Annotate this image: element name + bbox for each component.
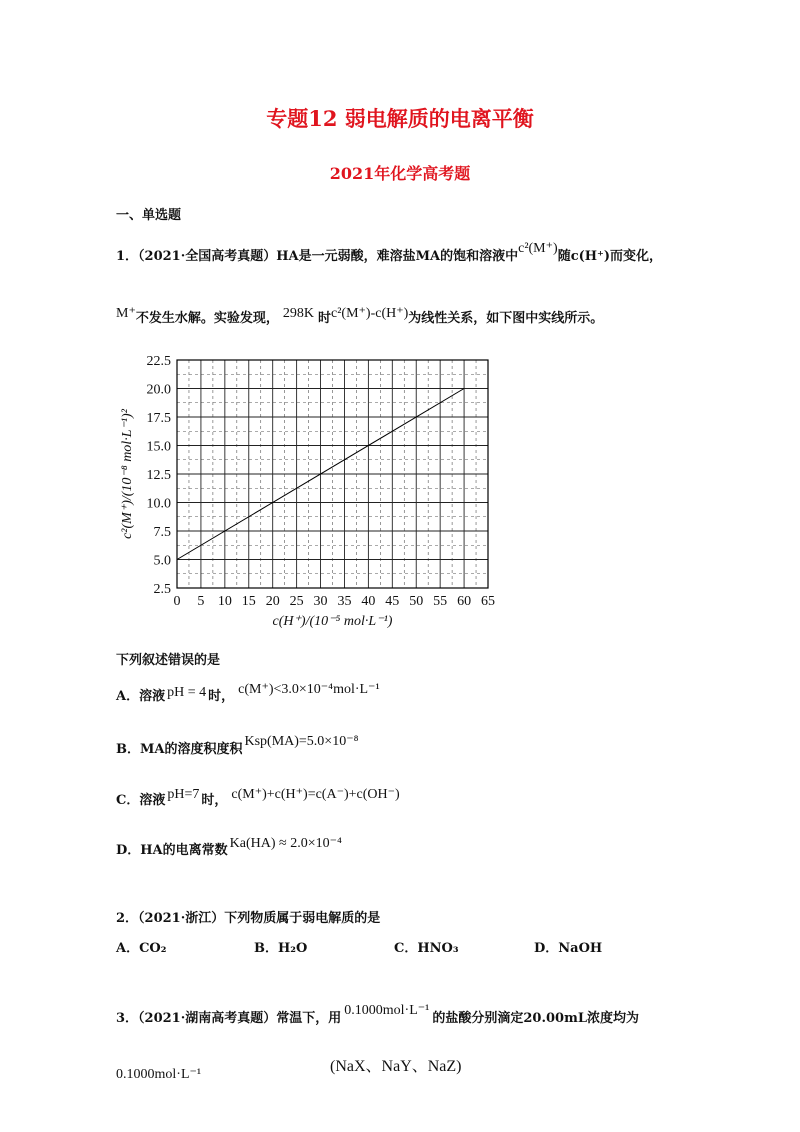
option-d-text: D．HA的电离常数 [116, 843, 228, 858]
x-tick-label: 55 [433, 594, 448, 609]
q3-line2-group [330, 1058, 462, 1077]
option-c-text: C．溶液 [116, 793, 166, 808]
q3-line2-math2: (NaX、NaY、NaZ) [330, 1058, 462, 1075]
x-tick-label: 5 [197, 594, 205, 609]
x-tick-label: 60 [457, 594, 472, 609]
option-c-math2: c(M⁺)+c(H⁺)=c(A⁻)+c(OH⁻) [231, 787, 400, 802]
option-b-text: B．MA的溶度积度积 [116, 742, 243, 757]
q3-stem-text-b: 的盐酸分别滴定20.00mL浓度均为 [432, 1011, 639, 1026]
y-axis-label: c²(M⁺)/(10⁻⁸ mol·L⁻¹)² [120, 409, 135, 539]
option-a-text: A．溶液 [116, 689, 166, 704]
q3-stem-text-a: 3．（2021·湖南高考真题）常温下，用 [116, 1011, 342, 1026]
y-tick-label: 17.5 [146, 411, 171, 426]
x-tick-label: 20 [265, 594, 280, 609]
q1-prompt: 下列叙述错误的是 [116, 653, 221, 668]
q1-line2 [116, 306, 604, 328]
q1-line2-math3: c²(M⁺)-c(H⁺) [331, 306, 409, 321]
q3-line2 [116, 1066, 201, 1084]
y-tick-label: 20.0 [146, 382, 171, 398]
option-c-math1: pH=7 [167, 787, 200, 802]
q1-line2-math2: 298K [282, 306, 314, 321]
q1-line2-math1: M⁺ [116, 306, 136, 321]
q1-line1-text-b: 随c(H⁺)而变化， [557, 249, 663, 264]
x-tick-label: 35 [337, 594, 352, 609]
q2-options [116, 940, 602, 958]
option-b-math: Ksp(MA)=5.0×10⁻⁸ [244, 734, 359, 749]
q1-option-b [116, 734, 359, 759]
q1-line1-math: c²(M⁺) [518, 241, 558, 256]
option-a-math2: c(M⁺)<3.0×10⁻⁴mol·L⁻¹ [238, 682, 380, 697]
x-tick-label: 40 [361, 594, 376, 609]
y-tick-label: 10.0 [146, 496, 171, 512]
q1-line2-text-c: 为线性关系，如下图中实线所示。 [408, 311, 604, 326]
q2-stem: 2．（2021·浙江）下列物质属于弱电解质的是 [116, 911, 381, 926]
q1-line2-text-a: 不发生水解。实验发现， [135, 311, 279, 326]
y-tick-label: 22.5 [146, 354, 171, 369]
y-tick-label: 5.0 [153, 553, 171, 569]
q2-option-d: D．NaOH [534, 941, 603, 956]
option-a-text-b: 时， [208, 689, 235, 704]
q3-stem-math: 0.1000mol·L⁻¹ [344, 1003, 430, 1018]
x-tick-label: 0 [173, 594, 181, 609]
x-tick-label: 10 [217, 594, 232, 609]
x-tick-label: 65 [481, 594, 495, 609]
y-tick-label: 2.5 [153, 582, 171, 597]
document-title: 专题12 弱电解质的电离平衡 [266, 106, 534, 131]
x-tick-label: 15 [241, 594, 256, 609]
x-tick-label: 45 [385, 594, 400, 609]
x-axis-label: c(H⁺)/(10⁻⁵ mol·L⁻¹) [272, 614, 393, 629]
option-c-text-b: 时， [201, 793, 228, 808]
q1-option-a [116, 682, 380, 706]
y-tick-label: 15.0 [146, 439, 171, 455]
q1-option-d [116, 836, 342, 860]
section-heading: 一、单选题 [116, 208, 182, 223]
y-tick-label: 7.5 [153, 525, 171, 540]
q1-line1 [116, 241, 663, 266]
x-tick-label: 50 [409, 594, 424, 609]
q3-line2-math1: 0.1000mol·L⁻¹ [116, 1067, 202, 1082]
x-tick-label: 25 [289, 594, 304, 609]
q2-option-b: B．H₂O [254, 941, 308, 956]
option-a-math1: pH = 4 [167, 685, 207, 700]
y-tick-label: 12.5 [146, 468, 171, 483]
q1-line2-text-b: 时 [317, 311, 331, 326]
option-d-math: Ka(HA) ≈ 2.0×10⁻⁴ [229, 836, 342, 851]
q1-line1-text-a: 1．（2021·全国高考真题）HA是一元弱酸，难溶盐MA的饱和溶液中 [116, 249, 519, 264]
document-subtitle: 2021年化学高考题 [329, 164, 471, 183]
q2-option-c: C．HNO₃ [394, 941, 459, 956]
q1-option-c [116, 787, 400, 810]
q3-stem [116, 1003, 639, 1028]
x-tick-label: 30 [313, 594, 328, 609]
q2-option-a: A．CO₂ [116, 941, 167, 956]
linear-chart [108, 350, 528, 640]
